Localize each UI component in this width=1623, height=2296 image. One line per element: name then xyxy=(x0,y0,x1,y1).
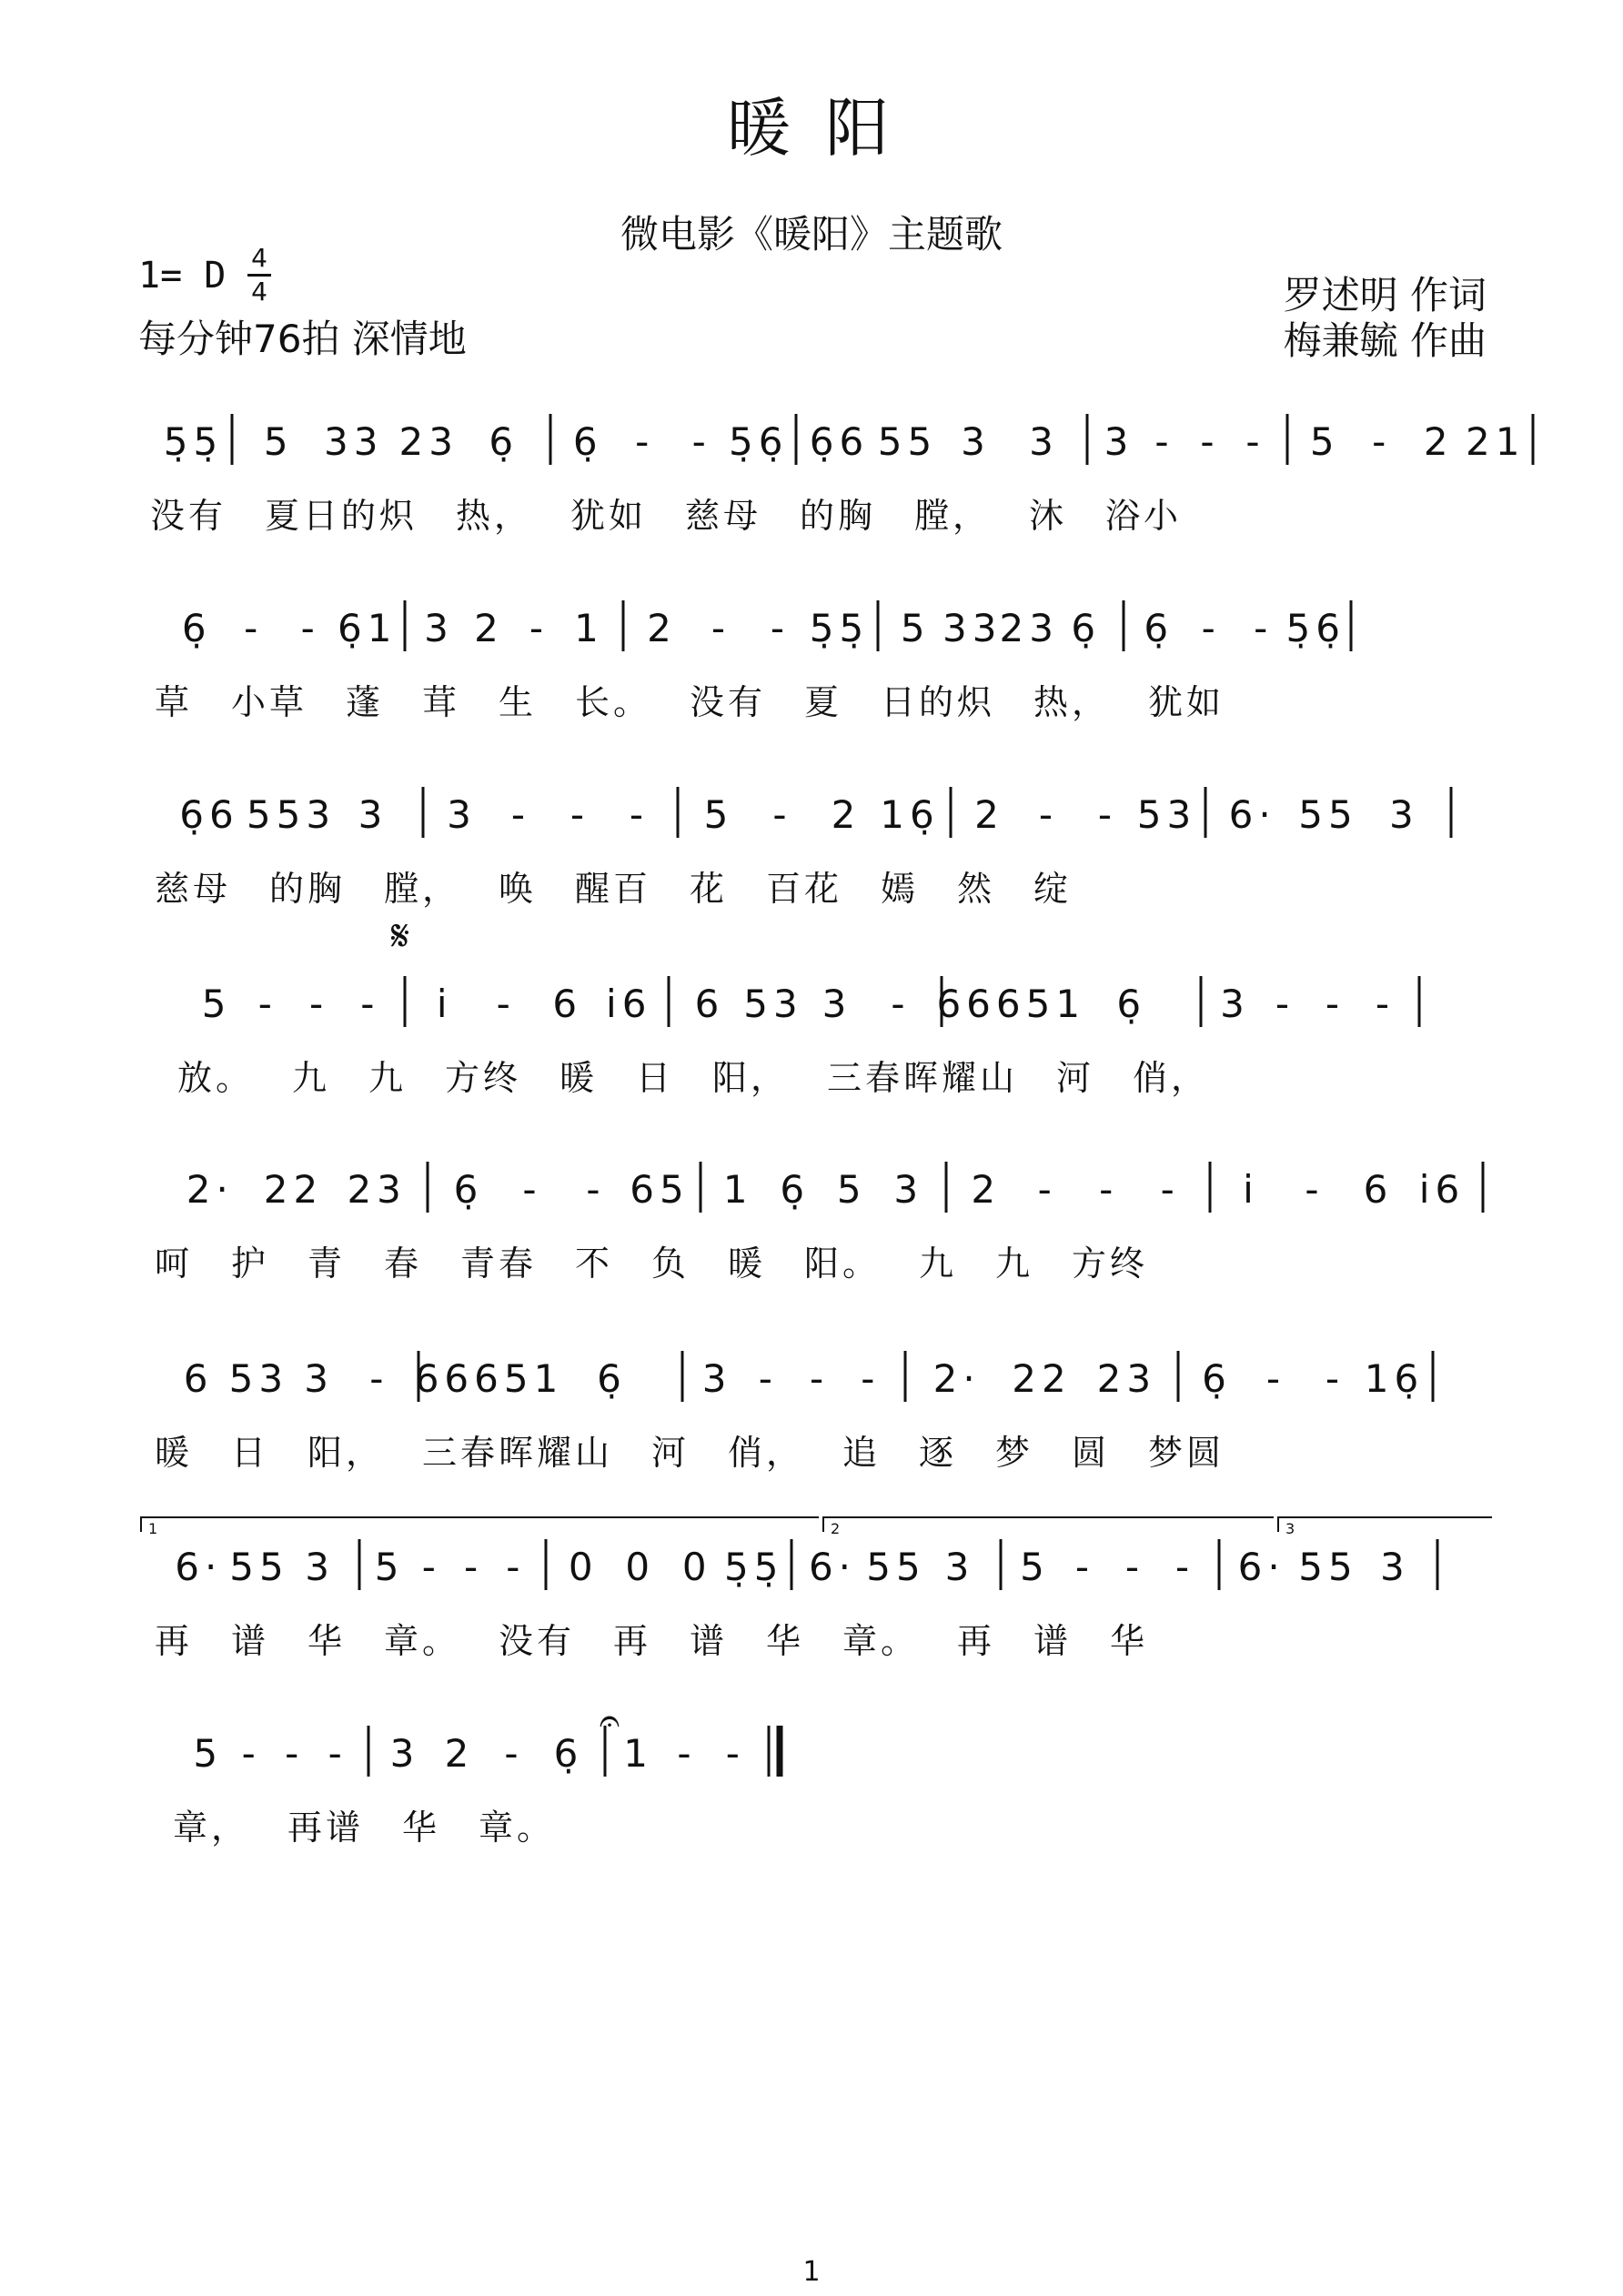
segno-mark: 𝄋 xyxy=(390,911,410,962)
note: - xyxy=(1038,792,1059,837)
volta-number: 3 xyxy=(1285,1520,1295,1537)
note: - xyxy=(635,419,655,464)
note: - xyxy=(1037,1167,1057,1212)
lyricist-credit: 罗述明 作词 xyxy=(1283,273,1487,317)
note: - xyxy=(1160,1167,1180,1212)
page-number: 1 xyxy=(802,2256,821,2288)
note: - xyxy=(1375,982,1396,1026)
note: 1 xyxy=(722,1167,753,1212)
note: 3 xyxy=(701,1356,732,1401)
note: 2 xyxy=(974,792,1004,837)
note: 23 xyxy=(398,419,459,464)
lyrics-line: 没有 夏日的炽 热， 犹如 慈母 的胸 膛， 沐 浴小 xyxy=(150,496,1183,536)
note: - xyxy=(285,1731,305,1776)
note: 3 xyxy=(358,792,388,837)
song-subtitle: 微电影《暖阳》主题歌 xyxy=(620,212,1003,257)
note: 55 xyxy=(1298,1545,1358,1589)
note: - xyxy=(1074,1545,1095,1589)
note: 2· xyxy=(186,1167,234,1212)
note: 3 xyxy=(961,419,991,464)
note: - xyxy=(1154,419,1174,464)
note: 66651 xyxy=(414,1356,564,1401)
note: 16̣ xyxy=(1364,1356,1425,1401)
note: 5 xyxy=(1020,1545,1050,1589)
note: - xyxy=(586,1167,606,1212)
note: - xyxy=(1201,606,1221,650)
note: 5̣6̣ xyxy=(729,419,789,464)
note: 33 xyxy=(943,606,1003,650)
note: 6· xyxy=(1237,1545,1285,1589)
note: - xyxy=(309,982,329,1026)
lyrics-line: 慈母 的胸 膛， 唤 醒百 花 百花 嫣 然 绽 xyxy=(155,869,1073,909)
note: - xyxy=(360,982,380,1026)
note: 3 xyxy=(1104,419,1134,464)
note: 2 xyxy=(1423,419,1454,464)
note: 6· xyxy=(175,1545,223,1589)
note: - xyxy=(770,606,791,650)
note: 1 xyxy=(623,1731,654,1776)
note: 0 xyxy=(568,1545,599,1589)
note: 6 xyxy=(183,1356,214,1401)
note: - xyxy=(1097,792,1118,837)
note: 23 xyxy=(999,606,1059,650)
note: - xyxy=(1254,606,1274,650)
composer-credit: 梅兼毓 作曲 xyxy=(1283,318,1487,363)
note: 3 xyxy=(389,1731,420,1776)
volta-number: 1 xyxy=(148,1520,158,1537)
note: - xyxy=(725,1731,745,1776)
note: 6̣ xyxy=(780,1167,811,1212)
note: 6̣ xyxy=(553,1731,584,1776)
note: 33 xyxy=(324,419,384,464)
note: - xyxy=(1275,982,1295,1026)
note: 53 xyxy=(228,1356,289,1401)
note: 0 xyxy=(625,1545,656,1589)
note: - xyxy=(257,982,277,1026)
note: 553 xyxy=(246,792,337,837)
note: - xyxy=(570,792,590,837)
note: - xyxy=(629,792,650,837)
note: - xyxy=(1099,1167,1119,1212)
note: i6 xyxy=(606,982,652,1026)
note: 3 xyxy=(1220,982,1250,1026)
time-signature-top: 4 xyxy=(251,243,267,273)
note: - xyxy=(891,982,911,1026)
note: i xyxy=(1243,1167,1259,1212)
note: - xyxy=(1124,1545,1145,1589)
note: 5̣5̣ xyxy=(809,606,870,650)
song-title: 暖 阳 xyxy=(726,91,897,166)
note: 5 xyxy=(900,606,931,650)
volta-number: 2 xyxy=(831,1520,841,1537)
note: - xyxy=(328,1731,348,1776)
note: 5 xyxy=(193,1731,224,1776)
note: 2 xyxy=(971,1167,1002,1212)
tempo-marking: 每分钟76拍 深情地 xyxy=(138,317,467,361)
note: - xyxy=(369,1356,389,1401)
time-signature-bottom: 4 xyxy=(251,277,267,307)
lyrics-line: 暖 日 阳， 三春晖耀山 河 俏， 追 逐 梦 圆 梦圆 xyxy=(155,1433,1225,1473)
note: 53 xyxy=(1136,792,1197,837)
note: 3 xyxy=(944,1545,975,1589)
note: 6· xyxy=(1228,792,1276,837)
note: - xyxy=(522,1167,542,1212)
note: 3 xyxy=(424,606,454,650)
note: - xyxy=(1245,419,1265,464)
note: - xyxy=(772,792,792,837)
note: 6̣ xyxy=(181,606,212,650)
note: - xyxy=(711,606,731,650)
key-signature: 1= D xyxy=(138,255,227,297)
note: 3 xyxy=(447,792,477,837)
note: 2 xyxy=(831,792,862,837)
note: 3 xyxy=(305,1545,336,1589)
note: - xyxy=(300,606,320,650)
note: - xyxy=(861,1356,881,1401)
note: - xyxy=(464,1545,484,1589)
note: 65 xyxy=(630,1167,690,1212)
note: 5̣5̣ xyxy=(724,1545,784,1589)
note: 6 xyxy=(1363,1167,1394,1212)
note: - xyxy=(510,792,531,837)
note: - xyxy=(506,1545,526,1589)
note: - xyxy=(691,419,711,464)
note: 3 xyxy=(893,1167,924,1212)
note: 55 xyxy=(229,1545,289,1589)
note: 6̣ xyxy=(1144,606,1174,650)
note: 55 xyxy=(1298,792,1358,837)
note: 2 xyxy=(474,606,504,650)
note: 22 xyxy=(263,1167,324,1212)
lyrics-line: 再 谱 华 章。 没有 再 谱 华 章。 再 谱 华 xyxy=(155,1621,1149,1661)
note: 6̣ xyxy=(1116,982,1147,1026)
note: i xyxy=(436,982,453,1026)
volta-bracket xyxy=(141,1517,819,1532)
note: 5 xyxy=(201,982,232,1026)
note: 6̣ xyxy=(1202,1356,1232,1401)
note: 2· xyxy=(932,1356,981,1401)
note: 21 xyxy=(1466,419,1526,464)
note: 5 xyxy=(374,1545,405,1589)
volta-bracket xyxy=(823,1517,1274,1532)
note: - xyxy=(1372,419,1392,464)
note: 6 xyxy=(552,982,583,1026)
note: - xyxy=(1200,419,1220,464)
note: 6̣ xyxy=(453,1167,484,1212)
note: - xyxy=(504,1731,524,1776)
note: 2 xyxy=(647,606,677,650)
note: 5̣5̣ xyxy=(163,419,224,464)
note: 3 xyxy=(1029,419,1059,464)
note: 5̣6̣ xyxy=(1285,606,1346,650)
note: 0 xyxy=(681,1545,712,1589)
note: 16̣ xyxy=(880,792,940,837)
note: i6 xyxy=(1418,1167,1466,1212)
note: 6̣ xyxy=(1071,606,1102,650)
note: 6 xyxy=(694,982,725,1026)
note: 2 xyxy=(444,1731,475,1776)
note: - xyxy=(241,1731,261,1776)
note: 6· xyxy=(808,1545,857,1589)
note: 23 xyxy=(347,1167,407,1212)
note: 66651 xyxy=(936,982,1086,1026)
note: 6̣ xyxy=(597,1356,627,1401)
lyrics-line: 草 小草 蓬 茸 生 长。 没有 夏 日的炽 热， 犹如 xyxy=(155,682,1225,722)
note: - xyxy=(421,1545,441,1589)
note: 1 xyxy=(574,606,604,650)
note: 22 xyxy=(1012,1356,1072,1401)
note: 3 xyxy=(304,1356,334,1401)
note: 3 xyxy=(1379,1545,1410,1589)
note: 3 xyxy=(1388,792,1419,837)
note: 6̣ xyxy=(572,419,603,464)
note: - xyxy=(810,1356,830,1401)
note: - xyxy=(1325,982,1346,1026)
note: 6̣ xyxy=(489,419,519,464)
note: - xyxy=(1265,1356,1286,1401)
note: - xyxy=(244,606,264,650)
note: 6̣6 xyxy=(179,792,239,837)
note: 5 xyxy=(836,1167,867,1212)
note: - xyxy=(529,606,549,650)
note: 6̣6 xyxy=(809,419,870,464)
note: 53 xyxy=(743,982,803,1026)
lyrics-line: 放。 九 九 方终 暖 日 阳， 三春晖耀山 河 俏， xyxy=(177,1058,1210,1098)
note: 5 xyxy=(703,792,734,837)
volta-bracket xyxy=(1278,1517,1492,1532)
note: 6̣1 xyxy=(338,606,398,650)
note: 3 xyxy=(822,982,852,1026)
note: - xyxy=(758,1356,778,1401)
note: 5 xyxy=(1309,419,1340,464)
note: 55 xyxy=(877,419,938,464)
lyrics-line: 呵 护 青 春 青春 不 负 暖 阳。 九 九 方终 xyxy=(155,1244,1149,1284)
note: - xyxy=(1174,1545,1195,1589)
note: - xyxy=(1305,1167,1325,1212)
note: 55 xyxy=(866,1545,926,1589)
fermata-mark: 𝄐 xyxy=(599,1700,620,1742)
note: 23 xyxy=(1096,1356,1157,1401)
lyrics-line: 章， 再谱 华 章。 xyxy=(173,1808,556,1848)
note: 5 xyxy=(263,419,294,464)
note: - xyxy=(496,982,516,1026)
note: - xyxy=(677,1731,697,1776)
note: - xyxy=(1325,1356,1346,1401)
